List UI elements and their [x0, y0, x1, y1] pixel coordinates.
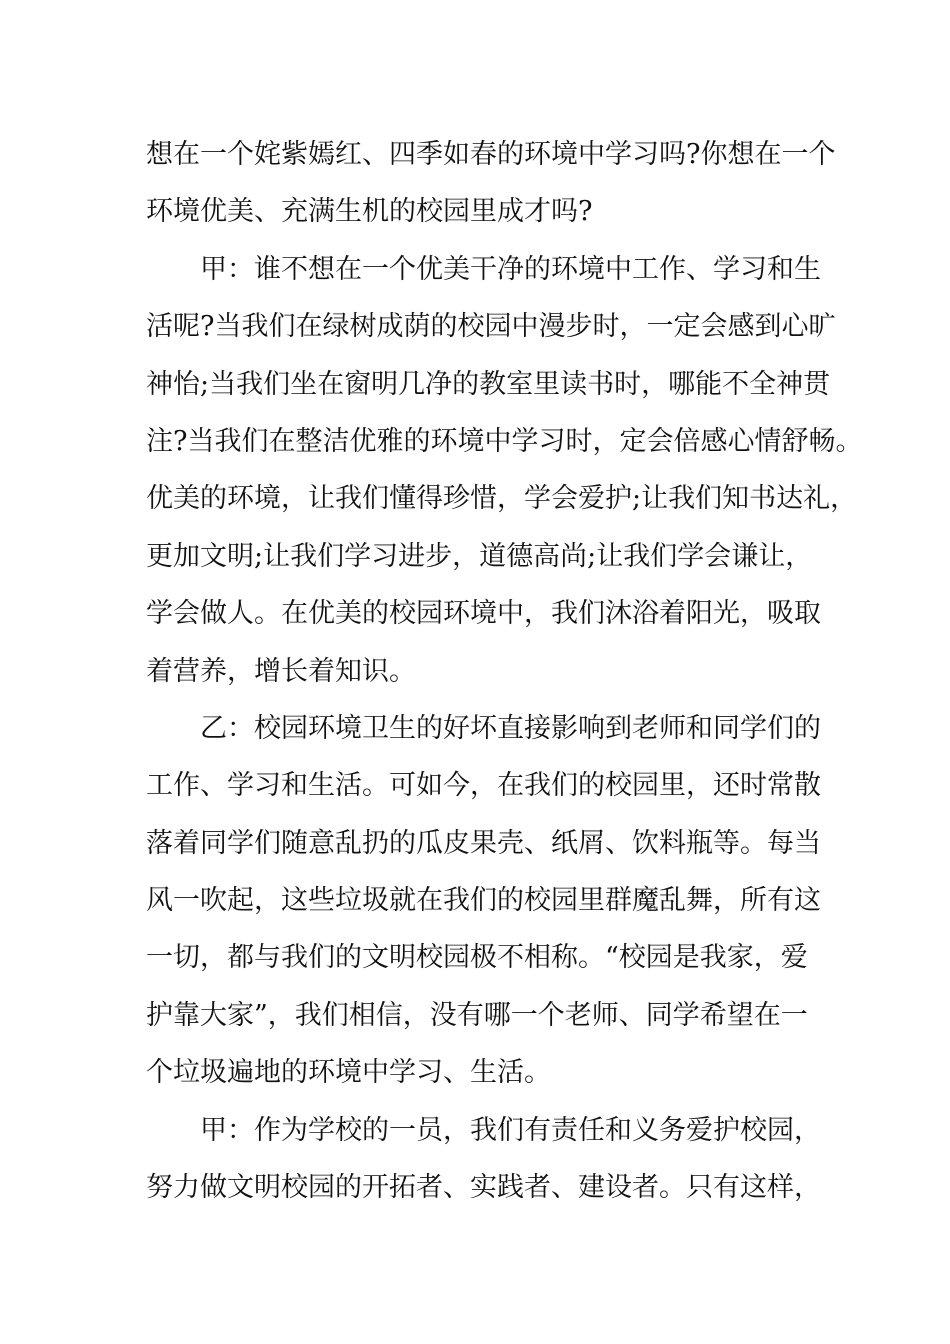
- text-line: 工作、学习和生活。可如今，在我们的校园里，还时常散: [146, 770, 821, 802]
- text-line: 想在一个姹紫嫣红、四季如春的环境中学习吗?你想在一个: [146, 139, 836, 170]
- text-line: 甲：谁不想在一个优美干净的环境中工作、学习和生: [200, 253, 821, 285]
- text-line: 个垃圾遍地的环境中学习、生活。: [146, 1057, 551, 1089]
- text-line: 着营养，增长着知识。: [146, 655, 416, 687]
- text-line: 优美的环境，让我们懂得珍惜，学会爱护;让我们知书达礼，: [146, 483, 858, 515]
- text-line: 活呢?当我们在绿树成荫的校园中漫步时，一定会感到心旷: [146, 311, 836, 343]
- text-line: 风一吹起，这些垃圾就在我们的校园里群魔乱舞，所有这: [146, 885, 821, 917]
- text-line: 甲：作为学校的一员，我们有责任和义务爱护校园，: [200, 1114, 821, 1146]
- text-line: 环境优美、充满生机的校园里成才吗?: [146, 196, 593, 228]
- text-line: 一切，都与我们的文明校园极不相称。“校园是我家，爱: [146, 942, 808, 974]
- text-line: 护靠大家”，我们相信，没有哪一个老师、同学希望在一: [146, 999, 808, 1031]
- text-line: 更加文明;让我们学习进步，道德高尚;让我们学会谦让，: [146, 540, 813, 572]
- text-line: 注?当我们在整洁优雅的环境中学习时，定会倍感心情舒畅。: [146, 425, 863, 457]
- text-line: 神怡;当我们坐在窗明几净的教室里读书时，哪能不全神贯: [146, 368, 831, 400]
- document-body: [146, 126, 863, 1216]
- text-line: 努力做文明校园的开拓者、实践者、建设者。只有这样，: [146, 1172, 821, 1204]
- text-line: 乙：校园环境卫生的好坏直接影响到老师和同学们的: [200, 712, 821, 744]
- text-line: 学会做人。在优美的校园环境中，我们沐浴着阳光，吸取: [146, 598, 821, 630]
- text-line: 落着同学们随意乱扔的瓜皮果壳、纸屑、饮料瓶等。每当: [146, 827, 821, 859]
